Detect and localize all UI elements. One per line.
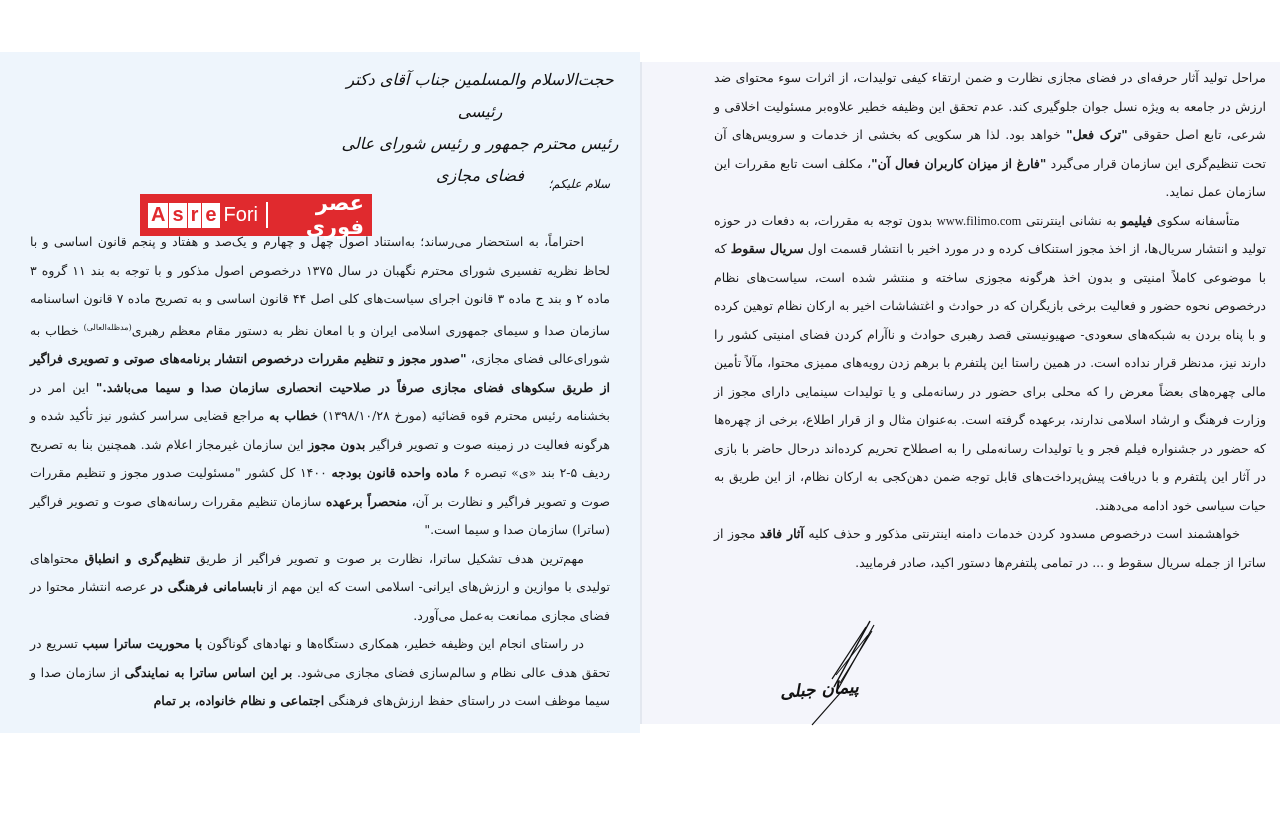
text-segment: بدون توجه به مقررات، به دفعات در حوزه تولید و انتشار سریال‌ها، از اخذ مجوز استنکاف کرده و در مورد اخیر با انتشار قسمت اول — [714, 212, 1266, 256]
addressee-line-2: رئیس محترم جمهور و رئیس شورای عالی فضای مجازی — [341, 134, 619, 185]
emphasized-text: "فارغ از میزان کاربران فعال آن" — [871, 155, 1047, 171]
text-segment: مراحل تولید آثار حرفه‌ای در فضای مجازی نظارت و ضمن ارتقاء کیفی تولیدات، از اثرات سوء محتوای ضد ارزش در جامعه به ویژه نسل جوان جلوگیری کند. عدم تحقق این وظیفه خطیر علاوه‌بر مسئولیت اخلاقی و شرعی، تابع اصل حقوقی — [714, 70, 1266, 142]
emphasized-text: بدون مجوز — [308, 436, 366, 452]
text-segment: ۱۴۰۰ کل کشور "مسئولیت صدور مجوز و تنظیم مقررات صوت و تصویر فراگیر و نظارت بر آن، — [30, 465, 610, 509]
text-segment: خواهد بود. لذا هر سکویی که بخشی از خدمات و سرویس‌های آن تحت تنظیم‌گری این سازمان قرار می‌گیرد — [714, 127, 1266, 171]
emphasized-text: منحصراً برعهده — [325, 493, 408, 509]
text-segment: به نشانی اینترنتی — [1021, 212, 1121, 228]
addressee-block — [330, 64, 630, 192]
emphasized-text: خطاب به — [269, 408, 318, 424]
watermark-letter: e — [202, 203, 219, 228]
emphasized-text: "صدور مجوز و تنظیم مقررات درخصوص انتشار برنامه‌های صوتی و تصویری فراگیر از طریق سکوهای فضای مجازی صرفاً در صلاحیت انحصاری سازمان صدا و سیما می‌باشد." — [30, 351, 610, 395]
emphasized-text: "ترک فعل" — [1066, 127, 1128, 142]
letter-page-1 — [0, 52, 640, 733]
signature-strokes-icon — [772, 617, 882, 727]
signature-scribble-icon — [772, 617, 882, 727]
text-segment: متأسفانه سکوی — [1152, 212, 1240, 228]
watermark-farsi-text: عصر فوری — [305, 191, 364, 239]
paragraph — [714, 207, 1266, 521]
text-segment: خواهشمند است درخصوص مسدود کردن خدمات دامنه اینترنتی مذکور و حذف کلیه — [803, 526, 1240, 541]
emphasized-text: سریال سقوط — [730, 241, 804, 256]
paragraph — [714, 520, 1266, 577]
emphasized-text: اجتماعی و نظام خانواده، بر تمام — [153, 693, 325, 709]
emphasized-text: بر این اساس ساترا به نمایندگی — [124, 664, 293, 680]
text-segment: از سازمان صدا و سیما موظف است در راستای حفظ ارزش‌های فرهنگی — [30, 664, 610, 709]
watermark-letter: s — [169, 203, 186, 228]
emphasized-text: نابسامانی فرهنگی در — [151, 579, 264, 595]
watermark-letter: r — [188, 203, 202, 228]
text-segment: سازمان تنظیم مقررات رسانه‌های صوت و تصویر فراگیر (ساترا) سازمان صدا و سیما است." — [30, 493, 610, 538]
text-segment: این سازمان غیرمجاز اعلام شد. همچنین بنا به تصریح ردیف ۵-۲ بند «ی» تبصره ۶ — [30, 436, 610, 481]
text-segment: مراجع قضایی سراسر کشور نیز تأکید شده و هرگونه فعالیت در زمینه صوت و تصویر فراگیر — [30, 408, 610, 452]
text-segment: این امر در بخشنامه رئیس محترم قوه قضائیه (مورخ ۱۳۹۸/۱۰/۲۸) — [30, 379, 611, 424]
text-segment: مهم‌ترین هدف تشکیل ساترا، نظارت بر صوت و تصویر فراگیر از طریق — [190, 550, 585, 566]
paragraph — [30, 630, 610, 716]
letter-page-2 — [640, 62, 1280, 724]
text-segment: مجوز از ساترا از جمله سریال سقوط و ... در تمامی پلتفرم‌ها دستور اکید، صادر فرمایید. — [714, 526, 1266, 570]
letter-body-page-2 — [714, 64, 1266, 577]
emphasized-text: ماده واحده قانون بودجه — [331, 465, 459, 481]
emphasized-text: فیلیمو — [1120, 212, 1153, 228]
addressee-line-1: حجت‌الاسلام والمسلمین جناب آقای دکتر رئیسی — [346, 70, 614, 121]
watermark-letter: A — [148, 203, 168, 228]
url-text: www.filimo.com — [936, 213, 1022, 228]
watermark-divider — [266, 202, 268, 228]
text-segment: که با موضوعی کاملاً امنیتی و بدون اخذ هرگونه مجوزی ساخته و منتشر شده است، سیاست‌های نظام درخصوص نحوه حضور و فعالیت برخی بازیگران که در حوادث و اغتشاشات اخیر به ارکان نظام توهین کرده و با پناه بردن به شبکه‌های سعودی- صهیونیستی قصد رهبری حوادث و ناآرام کردن فضای امنیتی کشور را دارند نیز، مدنظر قرار نداده است. در همین راستا این پلتفرم با برهم زدن رویه‌های ممیزی محتوا، مآلاً تأمین مالی چهره‌های بعضاً معرض را که محلی برای حضور در رسانه‌ملی و یا تولیدات سینمایی دارای مجوز از وزارت فرهنگ و ارشاد اسلامی ندارند، برعهده گرفته است. به‌عنوان مثال و از قرار اطلاع، برخی از چهره‌ها که حضور در جشنواره فیلم فجر و یا تولیدات رسانه‌ملی را به اصطلاح تحریم کرده‌اند درحال حاضر با بازی در آثار این پلتفرم و با دریافت پیش‌پرداخت‌های قابل توجه ضمن دهن‌کجی به ارکان نظام، از این طریق به حیات سیاسی خود ادامه می‌دهند. — [714, 241, 1266, 513]
text-segment: محتواهای تولیدی با موازین و ارزش‌های ایرانی- اسلامی است که این مهم از — [30, 550, 611, 595]
emphasized-text: با محوریت ساترا سبب — [82, 636, 203, 652]
emphasized-text: تنظیم‌گری و انطباق — [84, 550, 191, 566]
text-segment: در راستای انجام این وظیفه خطیر، همکاری دستگاه‌ها و نهادهای گوناگون — [202, 636, 584, 652]
text-segment: (مدظله‌العالی) — [83, 322, 132, 332]
paragraph — [30, 545, 610, 631]
letter-body-page-1 — [30, 228, 610, 716]
signatory-name: پیمان جبلی — [779, 677, 860, 703]
watermark-latin-text — [148, 203, 258, 228]
text-segment: احتراماً، به استحضار می‌رساند؛ به‌استناد اصول چهل و چهارم و یک‌صد و هفتاد و پنجم قانون اساسی و با لحاظ نظریه تفسیری شورای محترم نگهبان در سال ۱۳۷۵ درخصوص اصول مذکور و با توجه به بند ۱۱ گروه ۳ ماده ۲ و بند ج ماده ۳ قانون اجرای سیاست‌های کلی اصل ۴۴ قانون اساسی و به تصریح ماده ۷ قانون اساسنامه سازمان صدا و سیمای جمهوری اسلامی ایران و با امعان نظر به دستور مقام معظم رهبری — [30, 234, 610, 338]
text-segment: عرصه انتشار محتوا در فضای مجازی ممانعت به‌عمل می‌آورد. — [30, 579, 610, 623]
emphasized-text: آثار فاقد — [759, 526, 804, 541]
greeting: سلام علیکم؛ — [548, 177, 610, 191]
watermark-latin-plain: Fori — [223, 203, 258, 226]
text-segment: خطاب به شورای‌عالی فضای مجازی، — [30, 322, 610, 367]
paragraph — [714, 64, 1266, 207]
paragraph — [30, 228, 610, 545]
text-segment: ، مکلف است تابع مقررات این سازمان عمل نماید. — [714, 155, 1266, 199]
text-segment: تسریع در تحقق هدف عالی نظام و سالم‌سازی فضای مجازی می‌شود. — [30, 636, 610, 680]
